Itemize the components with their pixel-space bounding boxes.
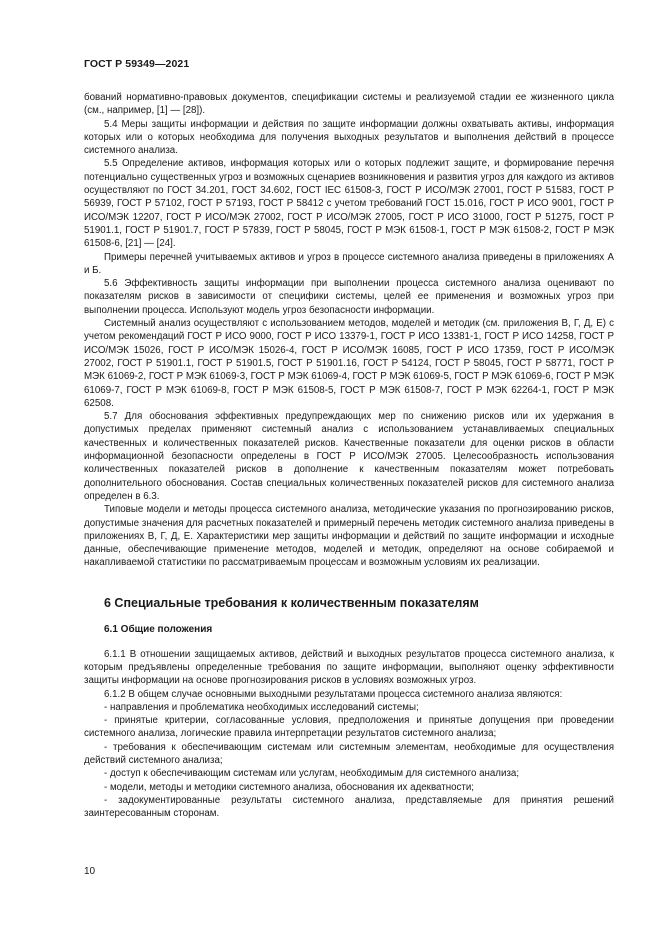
list-item: - доступ к обеспечивающим системам или услугам, необходимым для системного анализа; [104, 768, 520, 780]
section-title: 6 Специальные требования к количественным показателям [104, 595, 479, 610]
page-number: 10 [84, 866, 96, 877]
paragraph-5-5: 5.5 Определение активов, информация которых или о которых подлежит защите, и формирование перечня потенциально существенных угроз и возможных сценариев возникновения и развития угроз для каждого из активов осуществляют по ГОСТ 34.201, ГОСТ 34.602, ГОСТ IEC 61508-3, ГОСТ Р ИСО/МЭК 27001, ГОСТ Р 51583, ГОСТ Р 56939, ГОСТ Р 57102, ГОСТ Р 57193, ГОСТ Р 58412 с учетом требований ГОСТ 15.016, ГОСТ Р ИСО 9001, ГОСТ Р ИСО/МЭК 12207, ГОСТ Р ИСО/МЭК 27002, ГОСТ Р ИСО/МЭК 27005, ГОСТ Р ИСО 31000, ГОСТ Р 51275, ГОСТ Р 51901.1, ГОСТ Р 51901.7, ГОСТ Р 57839, ГОСТ Р 58045, ГОСТ Р МЭК 61508-1, ГОСТ Р МЭК 61508-2, ГОСТ Р МЭК 61508-6, [21] — [24]. [84, 158, 614, 250]
paragraph-5-6: 5.6 Эффективность защиты информации при выполнении процесса системного анализа оценивают по показателям рисков в зависимости от специфики системы, целей ее применения и возможных угроз при выполнении процесса. Используют модель угроз безопасности информации. [84, 278, 614, 316]
list-item: - задокументированные результаты системного анализа, представляемые для принятия решений заинтересованным сторонам. [84, 794, 614, 820]
paragraph-6-1-1: 6.1.1 В отношении защищаемых активов, действий и выходных результатов процесса системного анализа, к которым предъявлены определенные требования по защите информации, выполняют оценку эффективности защиты информации на основе прогнозирования рисков в условиях возможных угроз. [84, 648, 614, 687]
paragraph: Типовые модели и методы процесса системного анализа, методические указания по прогнозированию рисков, допустимые значения для расчетных показателей и примерный перечень методик системного анализа приведены в приложениях В, Г, Д, Е. Характеристики мер защиты информации и действий по защите информации и исходные данные, обеспечивающие применение методов, моделей и методик, определяют на основе собираемой и накапливаемой статистики по рассматриваемым процессам и возможным условиям их реализации. [84, 504, 614, 569]
list-item: - требования к обеспечивающим системам или системным элементам, необходимые для осуществления действий системного анализа; [84, 741, 614, 767]
list-item: - принятые критерии, согласованные условия, предположения и принятые допущения при проведении системного анализа, логические правила интерпретации результатов системного анализа; [84, 715, 614, 740]
subsection-title: 6.1 Общие положения [104, 623, 213, 635]
document-header-id: ГОСТ Р 59349—2021 [84, 58, 190, 70]
paragraph: бований нормативно-правовых документов, спецификации системы и реализуемой стадии ее жизненного цикла (см., например, [1] — [28]). [84, 92, 614, 117]
paragraph-5-7: 5.7 Для обоснования эффективных предупреждающих мер по снижению рисков или их удержания в допустимых пределах применяют системный анализ с использованием устанавливаемых специальных качественных и количественных показателей рисков. Качественные показатели для оценки рисков в области информационной безопасности определены в ГОСТ Р ИСО/МЭК 27005. Целесообразность использования количественных показателей рисков в дополнение к качественным показателям может потребовать дополнительного обоснования. Состав специальных количественных показателей рисков для системного анализа определен в 6.3. [84, 411, 614, 502]
paragraph: Системный анализ осуществляют с использованием методов, моделей и методик (см. приложения В, Г, Д, Е) с учетом рекомендаций ГОСТ Р ИСО 9000, ГОСТ Р ИСО 13379-1, ГОСТ Р ИСО 13381-1, ГОСТ Р ИСО 14258, ГОСТ Р ИСО/МЭК 15026, ГОСТ Р ИСО/МЭК 15026-4, ГОСТ Р ИСО/МЭК 16085, ГОСТ Р ИСО 17359, ГОСТ Р ИСО/МЭК 27002, ГОСТ Р 51901.1, ГОСТ Р 51901.5, ГОСТ Р 51901.16, ГОСТ Р 54124, ГОСТ Р 58045, ГОСТ Р 58771, ГОСТ Р МЭК 61069-2, ГОСТ Р МЭК 61069-3, ГОСТ Р МЭК 61069-4, ГОСТ Р МЭК 61069-5, ГОСТ Р МЭК 61069-6, ГОСТ Р МЭК 61069-7, ГОСТ Р МЭК 61069-8, ГОСТ Р МЭК 61508-5, ГОСТ Р МЭК 61508-7, ГОСТ Р МЭК 62264-1, ГОСТ Р МЭК 62508. [84, 318, 614, 409]
paragraph: Примеры перечней учитываемых активов и угроз в процессе системного анализа приведены в приложениях А и Б. [84, 251, 614, 276]
paragraph-5-4: 5.4 Меры защиты информации и действия по защите информации должны охватывать активы, информация которых или о которых необходима для получения выходных результатов и выполнения действий в процессе системного анализа. [84, 118, 614, 157]
list-item: - модели, методы и методики системного анализа, обоснования их адекватности; [104, 781, 474, 793]
document-body [84, 91, 614, 821]
paragraph-6-1-2: 6.1.2 В общем случае основными выходными результатами процесса системного анализа являются: [104, 688, 563, 700]
list-item: - направления и проблематика необходимых исследований системы; [104, 701, 419, 713]
